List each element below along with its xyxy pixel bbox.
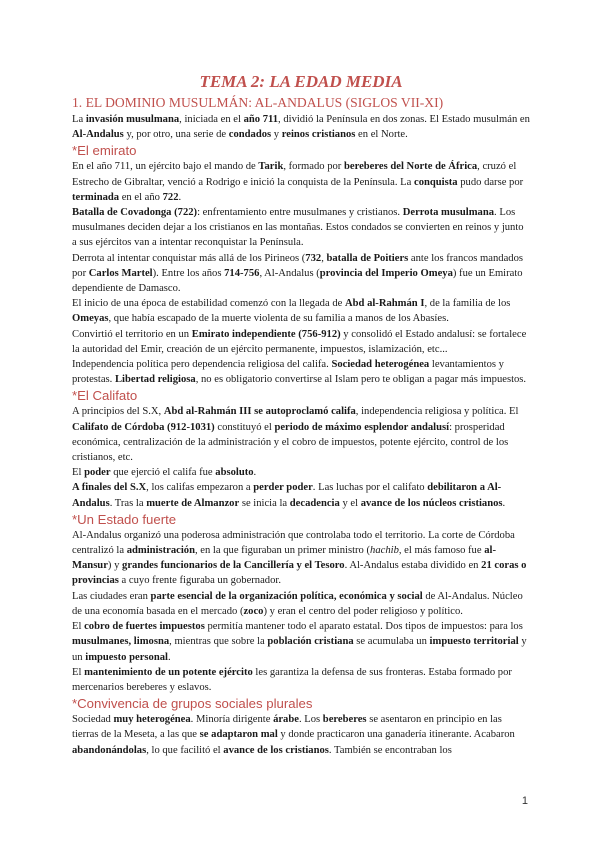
- bold-text: 732: [305, 252, 322, 264]
- text-run: ) y eran el centro del poder religioso y político.: [263, 605, 463, 617]
- bold-text: perder poder: [253, 482, 313, 494]
- text-run: ante los francos mandados por: [72, 252, 524, 279]
- bold-text: Carlos Martel: [88, 267, 153, 279]
- text-run: Independencia política pero dependencia religiosa del califa.: [72, 359, 332, 371]
- text-run: .: [178, 191, 182, 203]
- bold-text: impuesto personal: [85, 651, 168, 663]
- bold-text: Abd al-Rahmán III se autoproclamó califa: [163, 406, 356, 418]
- text-run: Las ciudades eran: [72, 590, 151, 602]
- bold-text: árabe: [273, 714, 299, 726]
- emirato-paragraph: [72, 296, 530, 326]
- heading-califato: *El Califato: [72, 388, 138, 404]
- text-run: Derrota al intentar conquistar más allá de los Pirineos (: [72, 252, 306, 264]
- text-run: en el año: [119, 191, 163, 203]
- bold-text: cobro de fuertes impuestos: [84, 621, 205, 633]
- bold-text: Sociedad heterogénea: [331, 359, 430, 371]
- text-run: , dividió la Península en dos zonas. El Estado musulmán en: [278, 114, 530, 125]
- emirato-paragraph: [72, 205, 530, 251]
- text-run: permitía mantener todo el aparato estatal. Dos tipos de impuestos: para los: [204, 621, 523, 633]
- text-run: . Las luchas por el califato: [312, 482, 428, 494]
- emirato-paragraph: [72, 357, 530, 387]
- text-run: . También se encontraban los: [328, 744, 452, 756]
- text-run: y donde practicaron una ganadería itinerante. Acabaron: [277, 729, 515, 741]
- heading-emirato: *El emirato: [72, 143, 137, 159]
- bold-text: parte esencial de la organización política, económica y social: [150, 590, 423, 602]
- text-run: en el Norte.: [355, 129, 408, 141]
- bold-text: zoco: [243, 605, 264, 617]
- bold-text: muerte de Almanzor: [146, 497, 240, 509]
- text-run: que ejerció el califa fue: [110, 467, 216, 479]
- bold-text: bereberes: [322, 714, 367, 726]
- bold-text: periodo de máximo esplendor andalusí: [274, 421, 450, 433]
- bold-text: absoluto: [215, 467, 254, 479]
- text-run: : enfrentamiento entre musulmanes y cristianos.: [197, 207, 403, 219]
- bold-text: 722: [162, 191, 179, 203]
- bold-text: musulmanes, limosna: [72, 636, 170, 648]
- text-run: de Al-Andalus. Núcleo de una economía basada en el mercado (: [72, 590, 523, 617]
- text-run: y el: [339, 497, 361, 509]
- text-run: a cuyo frente figuraba un gobernador.: [118, 575, 281, 587]
- bold-text: Libertad religiosa: [114, 374, 196, 386]
- estado-paragraph: [72, 619, 530, 665]
- italic-text: hachib: [370, 545, 399, 557]
- bold-text: 21 coras o provincias: [72, 560, 527, 587]
- text-run: levantamientos y protestas.: [72, 359, 504, 386]
- bold-text: batalla de Poitiers: [326, 252, 409, 264]
- text-run: ). Entre los años: [152, 267, 225, 279]
- bold-text: reinos cristianos: [281, 129, 356, 141]
- bold-text: debilitaron a Al-Andalus: [72, 482, 502, 509]
- text-run: . Minoría dirigente: [190, 714, 274, 726]
- text-run: .: [167, 651, 171, 663]
- text-run: : prosperidad económica, centralización de la administración y el cobro de impuestos, potente ejército, control de los cristianos, etc.: [72, 421, 509, 464]
- text-run: se inicia la: [239, 497, 290, 509]
- document-title: TEMA 2: LA EDAD MEDIA: [199, 72, 403, 91]
- text-run: ,: [321, 252, 327, 264]
- text-run: ) fue un Emirato dependiente de Damasco.: [72, 267, 523, 295]
- text-run: y consolidó el Estado andalusí: se fortalece la autoridad del Emir, creación de un ejército permanente, impuestos, islamización, etc...: [72, 328, 527, 355]
- bold-text: Abd al-Rahmán I: [344, 298, 425, 310]
- intro-paragraph: [72, 112, 530, 142]
- bold-text: población cristiana: [267, 636, 354, 648]
- text-run: Convirtió el territorio en un: [72, 328, 192, 340]
- bold-text: decadencia: [289, 497, 340, 509]
- bold-text: Califato de Córdoba (912-1031): [72, 421, 215, 433]
- bold-text: mantenimiento de un potente ejército: [84, 666, 253, 678]
- text-run: La: [72, 114, 86, 125]
- section-heading: 1. EL DOMINIO MUSULMÁN: AL-ANDALUS (SIGLOS VII-XI): [72, 95, 444, 110]
- text-run: , no es obligatorio convertirse al Islam pero te obligan a pagar más impuestos.: [195, 374, 527, 386]
- text-run: En el año 711, un ejército bajo el mando de: [72, 161, 259, 173]
- bold-text: conquista: [414, 176, 458, 188]
- text-run: El: [72, 467, 85, 479]
- text-run: .: [502, 497, 506, 509]
- bold-text: grandes funcionarios de la Cancillería y el Tesoro: [122, 560, 345, 572]
- bold-text: Omeyas: [72, 313, 109, 325]
- text-run: .: [253, 467, 257, 479]
- text-run: El inicio de una época de estabilidad comenzó con la llegada de: [72, 298, 345, 310]
- text-run: , Al-Andalus (: [259, 267, 320, 279]
- text-run: El: [72, 621, 85, 633]
- text-run: , en la que figuraban un primer ministro (: [194, 545, 371, 557]
- text-run: se acumulaba un: [353, 636, 430, 648]
- text-run: , iniciada en el: [179, 114, 244, 125]
- convivencia-paragraph: [72, 712, 530, 758]
- bold-text: impuesto territorial: [429, 636, 519, 648]
- estado-paragraph: [72, 589, 530, 619]
- califato-paragraph: [72, 465, 530, 480]
- text-run: , formado por: [283, 161, 344, 173]
- text-run: pudo darse por: [457, 176, 524, 188]
- text-run: constituyó el: [214, 421, 275, 433]
- text-run: y: [271, 129, 282, 141]
- bold-text: poder: [84, 467, 111, 479]
- estado-paragraph: [72, 665, 530, 695]
- bold-text: muy heterogénea: [113, 714, 191, 726]
- bold-text: se adaptaron mal: [199, 729, 278, 741]
- bold-text: invasión musulmana: [85, 114, 180, 125]
- text-run: y un: [72, 636, 527, 663]
- bold-text: avance de los núcleos cristianos: [360, 497, 503, 509]
- bold-text: terminada: [72, 191, 120, 203]
- bold-text: 714-756: [224, 267, 260, 279]
- text-run: . Los musulmanes deciden dejar a los cristianos en las montañas. Estos condados se convierten en reinos y junto a sus ejércitos van a intentar reconquistar la Península.: [72, 207, 524, 249]
- text-run: . Tras la: [109, 497, 147, 509]
- heading-convivencia: *Convivencia de grupos sociales plurales: [72, 696, 313, 712]
- heading-estado-fuerte: *Un Estado fuerte: [72, 511, 177, 527]
- bold-text: Tarik: [258, 161, 284, 173]
- text-run: A principios del S.X,: [72, 406, 164, 418]
- califato-paragraph: [72, 404, 530, 465]
- text-run: El: [72, 666, 85, 678]
- text-run: , que había escapado de la muerte violenta de su familia a manos de los Abasíes.: [108, 313, 449, 325]
- bold-text: avance de los cristianos: [223, 744, 329, 756]
- text-run: Sociedad: [72, 714, 114, 726]
- text-run: , independencia religiosa y política. El: [355, 406, 519, 418]
- text-run: ) y: [107, 560, 123, 572]
- bold-text: administración: [126, 545, 195, 557]
- text-run: Al-Andalus organizó una poderosa administración que controlaba todo el territorio. La corte de Córdoba centralizó la: [72, 529, 515, 557]
- text-run: , cruzó el Estrecho de Gibraltar, venció a Rodrigo e inició la conquista de la Península. La: [72, 161, 517, 188]
- bold-text: condados: [228, 129, 272, 141]
- bold-text: Al-Andalus: [72, 129, 124, 141]
- emirato-paragraph: [72, 327, 530, 357]
- text-run: y, por otro, una serie de: [123, 129, 229, 141]
- bold-text: Derrota musulmana: [402, 207, 495, 219]
- emirato-paragraph: [72, 159, 530, 205]
- emirato-paragraph: [72, 251, 530, 297]
- text-run: , el más famoso fue: [398, 545, 485, 557]
- text-run: . Al-Andalus estaba dividido en: [344, 560, 482, 572]
- bold-text: abandonándolas: [72, 744, 147, 756]
- page-number: 1: [521, 795, 528, 807]
- bold-text: al-Mansur: [72, 545, 496, 572]
- text-run: , los califas empezaron a: [146, 482, 254, 494]
- bold-text: año 711: [243, 114, 279, 125]
- bold-text: Batalla de Covadonga (722): [72, 207, 198, 219]
- text-run: , lo que facilitó el: [146, 744, 224, 756]
- text-run: les garantiza la defensa de sus fronteras. Estaba formado por mercenarios bereberes y eslavos.: [72, 666, 512, 693]
- text-run: , de la familia de los: [424, 298, 511, 310]
- estado-paragraph: [72, 528, 530, 589]
- bold-text: bereberes del Norte de África: [343, 161, 478, 173]
- califato-paragraph: [72, 480, 530, 510]
- document-page: [72, 72, 530, 758]
- text-run: . Los: [298, 714, 323, 726]
- bold-text: Emirato independiente (756-912): [191, 328, 341, 340]
- text-run: se asentaron en principio en las tierras de la Meseta, a las que: [72, 714, 502, 741]
- bold-text: A finales del S.X: [72, 482, 147, 494]
- text-run: , mientras que sobre la: [169, 636, 268, 648]
- bold-text: provincia del Imperio Omeya: [319, 267, 453, 279]
